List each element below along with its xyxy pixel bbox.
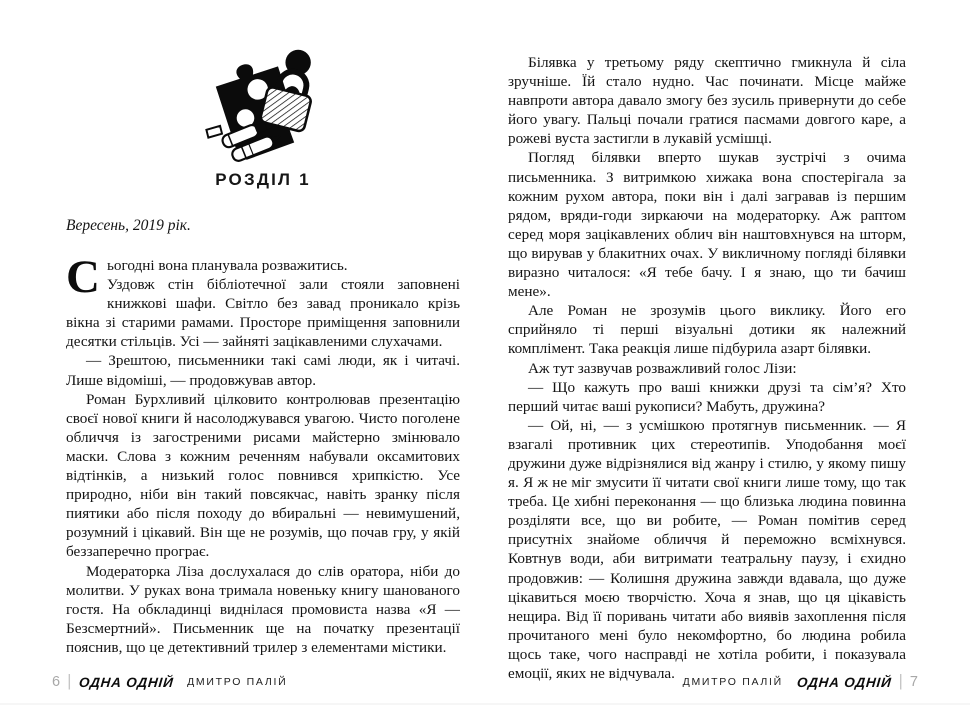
paragraph: Уздовж стін бібліотечної зали стояли заповнені книжкові шафи. Світло без завад проникало крізь вікна зі старими рамами. Просторе приміщення заповнили десятки стільців. Усі — зайняті зацікавленими слухачами. [66,276,460,351]
paragraph: — Що кажуть про ваші книжки друзі та сім’я? Хто перший читає ваші рукописи? Мабуть, дружина? [508,378,906,415]
left-page-text [66,251,460,657]
page-bottom-scan-edge [0,703,970,705]
chapter-title: РОЗДІЛ 1 [215,170,311,189]
chapter-illustration [193,40,333,162]
paragraph: Модераторка Ліза дослухалася до слів оратора, ніби до молитви. У руках вона тримала новеньку книгу шанованого гостя. На обкладинці виднілася промовиста назва «Я — Безсмертний». Письменник ще на початку презентації пояснив, що це детективний трилер з елементами містики. [66,562,460,656]
left-page-number: 6 [52,674,61,690]
right-page-number: 7 [909,674,918,690]
paragraph: Білявка у третьому ряду скептично гмикнула й сіла зручніше. Їй стало нудно. Час починати. Місце майже навпроти автора давало змогу без зусиль привернути до себе його увагу. Пальці почали гратися пасмами довгого каре, а рожеві вуста застигли в лукавій усмішці. [508,54,906,148]
footer-separator: | [898,671,903,690]
footer-separator: | [67,671,72,690]
paragraph: — Зрештою, письменники такі самі люди, як і читачі. Лише відоміші, — продовжував автор. [66,352,460,389]
paragraph: Аж тут зазвучав розважливий голос Лізи: [528,359,797,377]
left-page [66,0,460,657]
paragraph: Роман Бурхливий цілковито контролював презентацію своєї нової книги й насолоджувався увагою. Чисто поголене обличчя із загостреними рисами майстерно змінювало маски. Слова з кожним реченням набували оксамитових відтінків, а низький голос повнився хрипкістю. Усе природно, ніби він такий повсякчас, навіть зранку після пиятики або після походу до вбиральні — невимушений, розумний і цікавий. Він ще не розумів, що почав гру, у якій беззаперечно програє. [66,390,460,561]
fragment-shape [206,126,222,138]
paragraph: — Ой, ні, — з усмішкою протягнув письменник. — Я взагалі противник цих стереотипів. Уподобання моєї дружини дуже відрізнялися від жанру і стилю, у якому пишу я. Я ж не міг змусити її читати свої книги лише тому, що так треба. Це хибні переконання — що близька людина повинна розділяти все, що ви робите, — Роман помітив серед присутніх знайоме обличчя й переможно всміхнувся. Ковтнув води, аби витримати театральну паузу, і єхидно продовжив: — Колишня дружина завжди вдавала, що дуже цікавиться моєю творчістю. Хоча я знав, що ця цікавість нещира. Від її поривань читати або виявів захоплення після прочитаного мені було некомфортно, бо людина робила щось таке, чого насправді не хотіла робити, і показувала емоції, яких не відчувала. [508,416,906,682]
puzzle-lock-illustration-svg [193,40,333,162]
drop-cap: С [66,251,100,303]
chapter-date-line: Вересень, 2019 рік. [66,217,191,234]
left-page-footer [52,673,287,691]
book-title-footer: ОДНА ОДНІЙ [77,674,174,690]
right-page-footer [683,673,918,691]
book-author-footer: ДМИТРО ПАЛІЙ [682,676,783,688]
book-title-footer: ОДНА ОДНІЙ [796,674,893,690]
paragraph: Погляд білявки вперто шукав зустрічі з очима письменника. З витримкою хижака вона спостерігала за кожним рухом автора, поки він і далі загравав із першим рядом, вряди-годи зиркаючи на модераторку. Аж раптом серед моря зацікавлених облич він наштовхнувся на шторм, що вирував у блакитних очах. У викличному погляді білявки виразно читалося: «Я тебе бачу. І я знаю, що ти бачиш мене». [508,149,906,301]
right-page [508,53,906,683]
paragraph: ьогодні вона планувала розважитись. [106,257,348,274]
book-author-footer: ДМИТРО ПАЛІЙ [187,676,288,688]
paragraph: Але Роман не зрозумів цього виклику. Його его сприйняло ті перші візуальні дотики як належний комплімент. Така реакція лише підбурила азарт білявки. [508,302,906,358]
